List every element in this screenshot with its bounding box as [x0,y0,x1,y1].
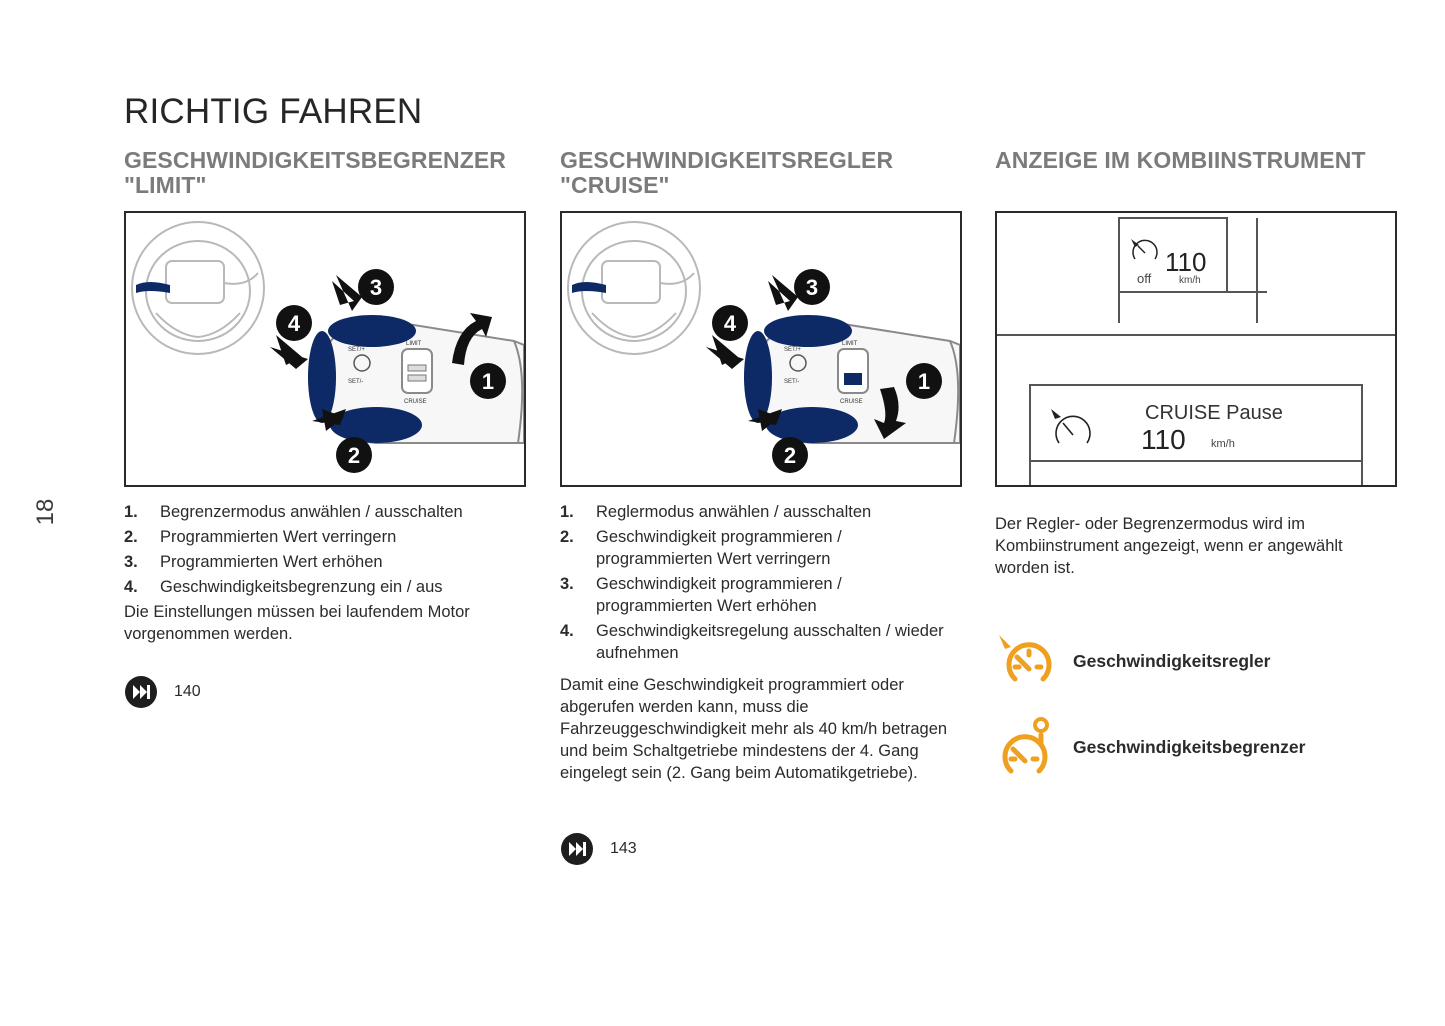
list-item: 1. Reglermodus anwählen / ausschalten [560,503,872,521]
svg-text:1: 1 [917,369,931,394]
callout-1 [906,363,942,399]
list-item: 1. Begrenzermodus anwählen / ausschalten [124,503,463,521]
symbol-legend [995,629,1397,779]
svg-text:2: 2 [347,443,361,468]
svg-text:3: 3 [805,275,819,300]
legend-item-limiter [995,715,1397,779]
page-reference-arrow-icon [560,832,594,866]
list-item: 2. Geschwindigkeit programmieren / programmierten Wert verringern [560,528,842,568]
page-reference-arrow-icon [124,675,158,709]
callout-3 [794,269,830,305]
bottom-status-label: CRUISE Pause [1145,402,1283,424]
callout-3 [358,269,394,305]
list-item: 4. Geschwindigkeitsregelung ausschalten / wieder aufnehmen [560,622,944,662]
limiter-speedometer-icon [995,715,1053,779]
cruise-speedometer-icon [995,629,1053,693]
limiter-section [124,148,526,709]
cruise-page-reference[interactable] [560,832,962,866]
bottom-unit: km/h [1211,438,1235,450]
page-title: RICHTIG FAHREN [124,92,423,131]
stalk-label: SET/+ [348,347,365,353]
display-section [995,148,1397,779]
list-item: 3. Geschwindigkeit programmieren / programmierten Wert erhöhen [560,575,842,615]
callout-4 [712,305,748,341]
legend-label: Geschwindigkeitsregler [1073,650,1271,671]
cruise-diagram [560,211,962,487]
top-status: off [1137,271,1152,286]
top-unit: km/h [1179,275,1201,286]
display-description: Der Regler- oder Begrenzermodus wird im Kombiinstrument angezeigt, wenn er angewählt worden ist. [995,515,1343,577]
top-speed-value: 110 [1165,247,1207,277]
legend-label: Geschwindigkeitsbegrenzer [1073,736,1306,757]
svg-text:4: 4 [287,311,301,336]
speedometer-icon [1133,240,1157,259]
list-item: 4. Geschwindigkeitsbegrenzung ein / aus [124,578,443,596]
stalk-label: SET/- [784,379,800,385]
stalk-label: LIMIT [842,341,858,347]
callout-2 [336,437,372,473]
arrow-icon [332,275,362,311]
limiter-steps [124,501,526,598]
stalk-label: SET/- [348,379,364,385]
speedometer-icon [1056,416,1090,443]
limiter-page-reference[interactable] [124,675,526,709]
bottom-speed-value: 110 [1141,424,1186,455]
cruise-section [560,148,962,866]
legend-item-cruise [995,629,1397,693]
limiter-heading: GESCHWINDIGKEITSBEGRENZER "LIMIT" [124,147,507,198]
callout-1 [470,363,506,399]
cruise-note: Damit eine Geschwindigkeit programmiert oder abgerufen werden kann, muss die Fahrzeuggeschwindigkeit mehr als 40 km/h betragen und beim Schaltgetriebe mindestens der 4. Gang eingelegt sein (2. Gang beim Automatikgetriebe). [560,676,948,782]
cruise-steps [560,501,962,664]
callout-2 [772,437,808,473]
limiter-diagram [124,211,526,487]
svg-text:1: 1 [481,369,495,394]
page-reference-number: 140 [174,683,201,700]
limiter-note: Die Einstellungen müssen bei laufendem Motor vorgenommen werden. [124,603,470,643]
list-item: 3. Programmierten Wert erhöhen [124,553,383,571]
stalk-label: LIMIT [406,341,422,347]
page-reference-number: 143 [610,840,637,857]
svg-text:4: 4 [723,311,737,336]
arrow-icon [768,275,798,311]
cruise-heading: GESCHWINDIGKEITSREGLER "CRUISE" [560,147,894,198]
svg-text:2: 2 [783,443,797,468]
bottom-display-panel [1030,385,1362,485]
list-item: 2. Programmierten Wert verringern [124,528,397,546]
stalk-label: CRUISE [840,399,863,405]
stalk-label: SET/+ [784,347,801,353]
page-number: 18 [32,498,59,526]
instrument-display-diagram [995,211,1397,487]
svg-text:3: 3 [369,275,383,300]
callout-4 [276,305,312,341]
stalk-label: CRUISE [404,399,427,405]
display-heading: ANZEIGE IM KOMBIINSTRUMENT [995,147,1366,173]
